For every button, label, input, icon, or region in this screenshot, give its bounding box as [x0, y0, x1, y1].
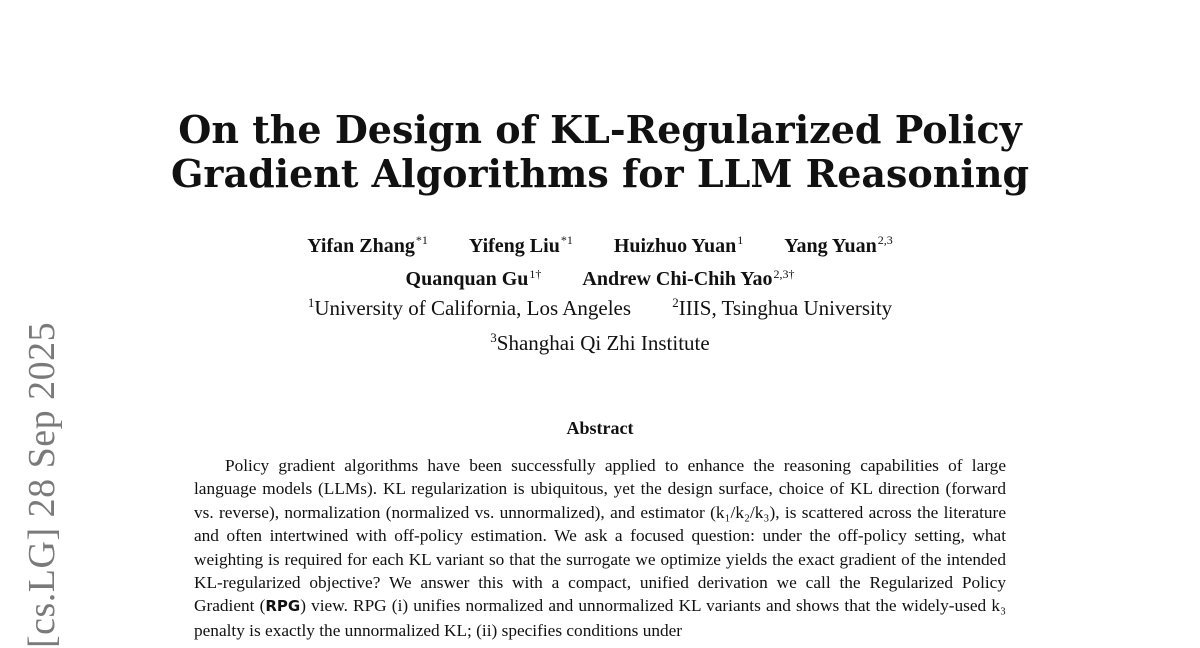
author: Huizhuo Yuan$^1$	[613, 233, 744, 257]
abstract-heading: Abstract	[566, 418, 634, 438]
affiliation-list	[150, 288, 1050, 358]
author-row-1	[150, 226, 1050, 260]
author: Yifeng Liu$^{*1}$	[468, 233, 573, 257]
author: Yifan Zhang$^{*1}$	[307, 233, 428, 257]
title-line-2: Gradient Algorithms for LLM Reasoning	[170, 151, 1030, 196]
affiliation: $^1$University of California, Los Angeles	[307, 295, 632, 320]
author-list	[150, 226, 1050, 293]
author: Quanquan $Gu^{1\dagger}$	[405, 266, 542, 291]
abstract-body	[194, 454, 1006, 642]
abstract-paragraph	[194, 454, 1006, 642]
author: Andrew Chi-Chih Yao$^{2,3\dagger}$	[582, 266, 795, 291]
rpg-acronym: RPG	[265, 597, 301, 616]
paper-title	[150, 108, 1050, 196]
affiliation-row-2	[150, 323, 1050, 358]
affiliation: $^3$Shanghai Qi Zhi Institute	[490, 330, 710, 355]
affiliation-row-1	[150, 288, 1050, 323]
author: Yang Yuan$^{2,3}$	[784, 233, 893, 257]
title-line-1: On the Design of KL-Regularized Policy	[178, 107, 1022, 152]
arxiv-stamp: [cs.LG] 28 Sep 2025	[21, 321, 63, 648]
abstract-text-continued: ) view. RPG (i) unifies normalized and unnormalized KL variants and shows that the widely-used k₃ penalty is exactly the unnormalized KL; (ii) specifies conditions under	[194, 596, 1006, 640]
affiliation: $^2$IIIS, Tsinghua University	[672, 295, 893, 320]
abstract-text-start: Policy gradient algorithms have been successfully applied to enhance the reasoning capabilities of large language models (LLMs). KL regularization is ubiquitous, yet the design surface, choice of KL direction (forward vs. reverse), normalization (normalized vs. unnormalized), and estimator (k₁/k₂/k₃), is scattered across the literature and often intertwined with off-policy estimation. We ask a focused question: under the off-policy setting, what weighting is required for each KL variant so that the surrogate we optimize yields the exact gradient of the intended KL-regularized objective? We answer this with a compact, unified derivation we call the Regularized Policy Gradient (	[194, 456, 1006, 616]
